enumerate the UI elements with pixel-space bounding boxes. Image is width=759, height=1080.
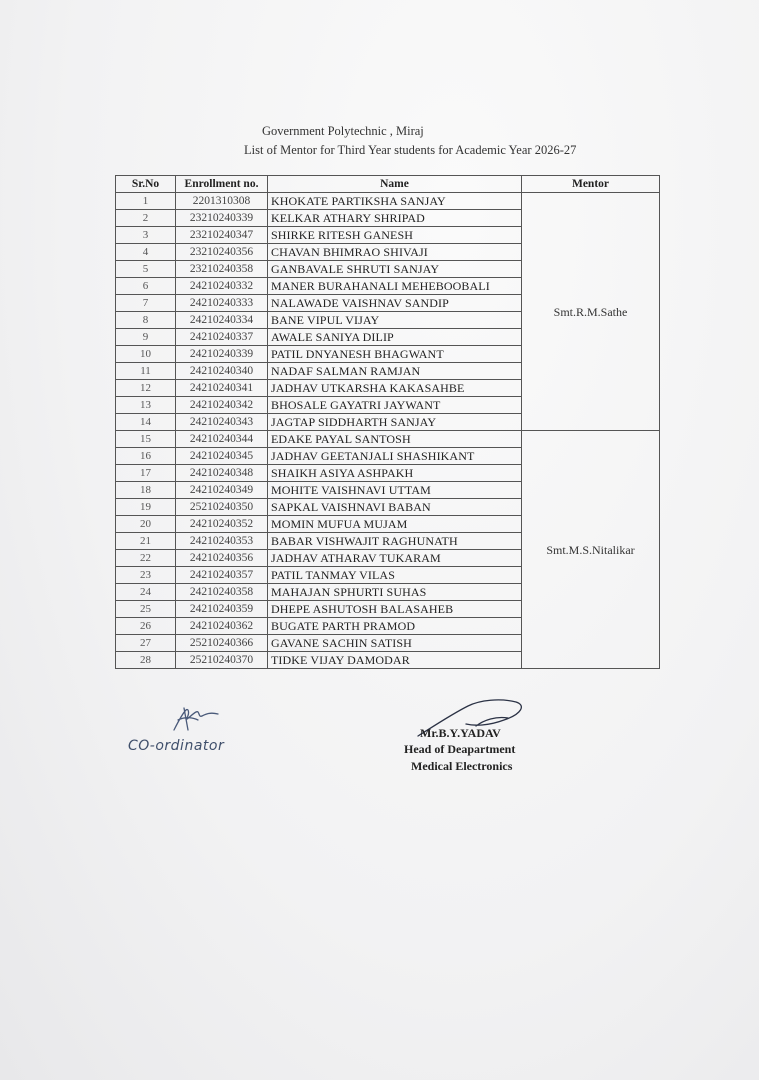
column-header-mentor: Mentor xyxy=(522,176,660,193)
student-name-cell: MOHITE VAISHNAVI UTTAM xyxy=(268,482,522,499)
student-name-cell: GANBAVALE SHRUTI SANJAY xyxy=(268,261,522,278)
sr-number-cell: 4 xyxy=(116,244,176,261)
student-name-cell: SHIRKE RITESH GANESH xyxy=(268,227,522,244)
sr-number-cell: 25 xyxy=(116,601,176,618)
sr-number-cell: 17 xyxy=(116,465,176,482)
sr-number-cell: 2 xyxy=(116,210,176,227)
enrollment-cell: 24210240340 xyxy=(176,363,268,380)
enrollment-cell: 23210240358 xyxy=(176,261,268,278)
sr-number-cell: 11 xyxy=(116,363,176,380)
sr-number-cell: 9 xyxy=(116,329,176,346)
student-name-cell: MANER BURAHANALI MEHEBOOBALI xyxy=(268,278,522,295)
enrollment-cell: 24210240343 xyxy=(176,414,268,431)
sr-number-cell: 24 xyxy=(116,584,176,601)
enrollment-cell: 24210240356 xyxy=(176,550,268,567)
student-name-cell: DHEPE ASHUTOSH BALASAHEB xyxy=(268,601,522,618)
enrollment-cell: 24210240362 xyxy=(176,618,268,635)
column-header-name: Name xyxy=(268,176,522,193)
student-name-cell: MAHAJAN SPHURTI SUHAS xyxy=(268,584,522,601)
enrollment-cell: 24210240332 xyxy=(176,278,268,295)
enrollment-cell: 24210240349 xyxy=(176,482,268,499)
student-name-cell: PATIL DNYANESH BHAGWANT xyxy=(268,346,522,363)
enrollment-cell: 23210240356 xyxy=(176,244,268,261)
sr-number-cell: 12 xyxy=(116,380,176,397)
student-name-cell: TIDKE VIJAY DAMODAR xyxy=(268,652,522,669)
student-name-cell: SAPKAL VAISHNAVI BABAN xyxy=(268,499,522,516)
student-name-cell: JADHAV GEETANJALI SHASHIKANT xyxy=(268,448,522,465)
coordinator-signature-icon xyxy=(168,700,232,736)
sr-number-cell: 6 xyxy=(116,278,176,295)
enrollment-cell: 2201310308 xyxy=(176,193,268,210)
student-name-cell: GAVANE SACHIN SATISH xyxy=(268,635,522,652)
student-name-cell: AWALE SANIYA DILIP xyxy=(268,329,522,346)
table-header-row xyxy=(116,176,660,193)
enrollment-cell: 23210240339 xyxy=(176,210,268,227)
enrollment-cell: 25210240350 xyxy=(176,499,268,516)
mentor-cell: Smt.M.S.Nitalikar xyxy=(522,431,660,669)
student-name-cell: JADHAV ATHARAV TUKARAM xyxy=(268,550,522,567)
hod-title: Head of Deapartment xyxy=(404,742,516,756)
enrollment-cell: 24210240339 xyxy=(176,346,268,363)
column-header-enrollment: Enrollment no. xyxy=(176,176,268,193)
enrollment-cell: 24210240348 xyxy=(176,465,268,482)
enrollment-cell: 24210240337 xyxy=(176,329,268,346)
sr-number-cell: 8 xyxy=(116,312,176,329)
sr-number-cell: 13 xyxy=(116,397,176,414)
table-row xyxy=(116,431,660,448)
institution-title: Government Polytechnic , Miraj xyxy=(262,124,424,138)
sr-number-cell: 18 xyxy=(116,482,176,499)
enrollment-cell: 25210240370 xyxy=(176,652,268,669)
student-name-cell: KELKAR ATHARY SHRIPAD xyxy=(268,210,522,227)
enrollment-cell: 23210240347 xyxy=(176,227,268,244)
enrollment-cell: 24210240344 xyxy=(176,431,268,448)
student-name-cell: MOMIN MUFUA MUJAM xyxy=(268,516,522,533)
enrollment-cell: 24210240352 xyxy=(176,516,268,533)
student-name-cell: PATIL TANMAY VILAS xyxy=(268,567,522,584)
student-name-cell: NADAF SALMAN RAMJAN xyxy=(268,363,522,380)
sr-number-cell: 16 xyxy=(116,448,176,465)
student-name-cell: BANE VIPUL VIJAY xyxy=(268,312,522,329)
student-name-cell: EDAKE PAYAL SANTOSH xyxy=(268,431,522,448)
student-name-cell: SHAIKH ASIYA ASHPAKH xyxy=(268,465,522,482)
sr-number-cell: 1 xyxy=(116,193,176,210)
mentor-cell: Smt.R.M.Sathe xyxy=(522,193,660,431)
hod-name: Mr.B.Y.YADAV xyxy=(420,726,501,740)
student-name-cell: KHOKATE PARTIKSHA SANJAY xyxy=(268,193,522,210)
enrollment-cell: 24210240358 xyxy=(176,584,268,601)
table-body xyxy=(116,193,660,669)
sr-number-cell: 5 xyxy=(116,261,176,278)
student-name-cell: JAGTAP SIDDHARTH SANJAY xyxy=(268,414,522,431)
enrollment-cell: 24210240341 xyxy=(176,380,268,397)
student-name-cell: BABAR VISHWAJIT RAGHUNATH xyxy=(268,533,522,550)
sr-number-cell: 21 xyxy=(116,533,176,550)
enrollment-cell: 24210240359 xyxy=(176,601,268,618)
enrollment-cell: 25210240366 xyxy=(176,635,268,652)
sr-number-cell: 28 xyxy=(116,652,176,669)
sr-number-cell: 26 xyxy=(116,618,176,635)
column-header-srno: Sr.No xyxy=(116,176,176,193)
sr-number-cell: 15 xyxy=(116,431,176,448)
student-name-cell: BUGATE PARTH PRAMOD xyxy=(268,618,522,635)
enrollment-cell: 24210240345 xyxy=(176,448,268,465)
student-name-cell: JADHAV UTKARSHA KAKASAHBE xyxy=(268,380,522,397)
enrollment-cell: 24210240353 xyxy=(176,533,268,550)
enrollment-cell: 24210240342 xyxy=(176,397,268,414)
coordinator-label: CO-ordinator xyxy=(128,738,225,754)
sr-number-cell: 27 xyxy=(116,635,176,652)
sr-number-cell: 20 xyxy=(116,516,176,533)
student-name-cell: CHAVAN BHIMRAO SHIVAJI xyxy=(268,244,522,261)
sr-number-cell: 10 xyxy=(116,346,176,363)
sr-number-cell: 19 xyxy=(116,499,176,516)
sr-number-cell: 23 xyxy=(116,567,176,584)
department-name: Medical Electronics xyxy=(411,759,513,773)
sr-number-cell: 7 xyxy=(116,295,176,312)
mentor-table xyxy=(115,175,660,669)
enrollment-cell: 24210240334 xyxy=(176,312,268,329)
sr-number-cell: 3 xyxy=(116,227,176,244)
table-row xyxy=(116,193,660,210)
student-name-cell: NALAWADE VAISHNAV SANDIP xyxy=(268,295,522,312)
enrollment-cell: 24210240357 xyxy=(176,567,268,584)
sr-number-cell: 22 xyxy=(116,550,176,567)
student-name-cell: BHOSALE GAYATRI JAYWANT xyxy=(268,397,522,414)
enrollment-cell: 24210240333 xyxy=(176,295,268,312)
sr-number-cell: 14 xyxy=(116,414,176,431)
list-title: List of Mentor for Third Year students for Academic Year 2026-27 xyxy=(244,143,577,157)
